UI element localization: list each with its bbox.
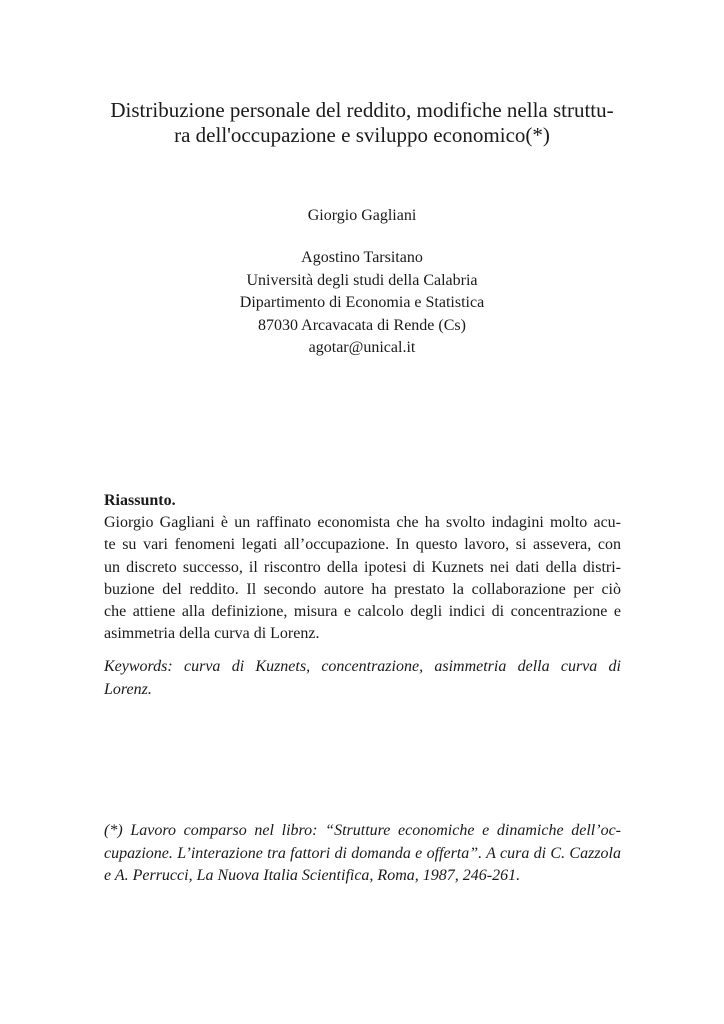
abstract-line: Giorgio Gagliani è un raffinato economista che ha svolto indagini molto acu- — [104, 514, 621, 532]
footnote — [104, 820, 621, 888]
paper-title — [90, 98, 634, 148]
affiliation-department: Dipartimento di Economia e Statistica — [239, 294, 485, 311]
abstract-line: te su vari fenomeni legati all’occupazione. In questo lavoro, si assevera, con — [104, 536, 621, 554]
abstract-line: asimmetria della curva di Lorenz. — [104, 625, 320, 643]
footnote-line: cupazione. L’interazione tra fattori di domanda e offerta”. A cura di C. Cazzola — [104, 844, 621, 862]
footnote-line: (*) Lavoro comparso nel libro: “Strutture economiche e dinamiche dell’oc- — [104, 822, 621, 839]
abstract-line: buzione del reddito. Il secondo autore ha prestato la collaborazione per ciò — [104, 580, 621, 598]
abstract-line: un discreto successo, il riscontro della ipotesi di Kuznets nei dati della distri- — [104, 558, 621, 576]
paper-title-line: ra dell'occupazione e sviluppo economico(*) — [174, 123, 550, 147]
paper-title-line: Distribuzione personale del reddito, modifiche nella struttu- — [110, 98, 614, 122]
abstract-line: che attiene alla definizione, misura e calcolo degli indici di concentrazione e — [104, 603, 621, 621]
keywords — [104, 656, 621, 701]
affiliation-address: 87030 Arcavacata di Rende (Cs) — [258, 316, 466, 334]
author-affiliation-block — [0, 247, 724, 360]
keywords-line: Keywords: curva di Kuznets, concentrazione, asimmetria della curva di — [104, 658, 621, 675]
second-author: Agostino Tarsitano — [301, 249, 423, 266]
first-author: Giorgio Gagliani — [307, 207, 417, 224]
footnote-line: e A. Perrucci, La Nuova Italia Scientifica, Roma, 1987, 246-261. — [104, 867, 521, 884]
affiliation-university: Università degli studi della Calabria — [246, 271, 478, 289]
abstract — [104, 490, 621, 645]
abstract-heading: Riassunto. — [104, 492, 176, 509]
keywords-line: Lorenz. — [104, 680, 152, 698]
author-email: agotar@unical.it — [308, 339, 416, 356]
